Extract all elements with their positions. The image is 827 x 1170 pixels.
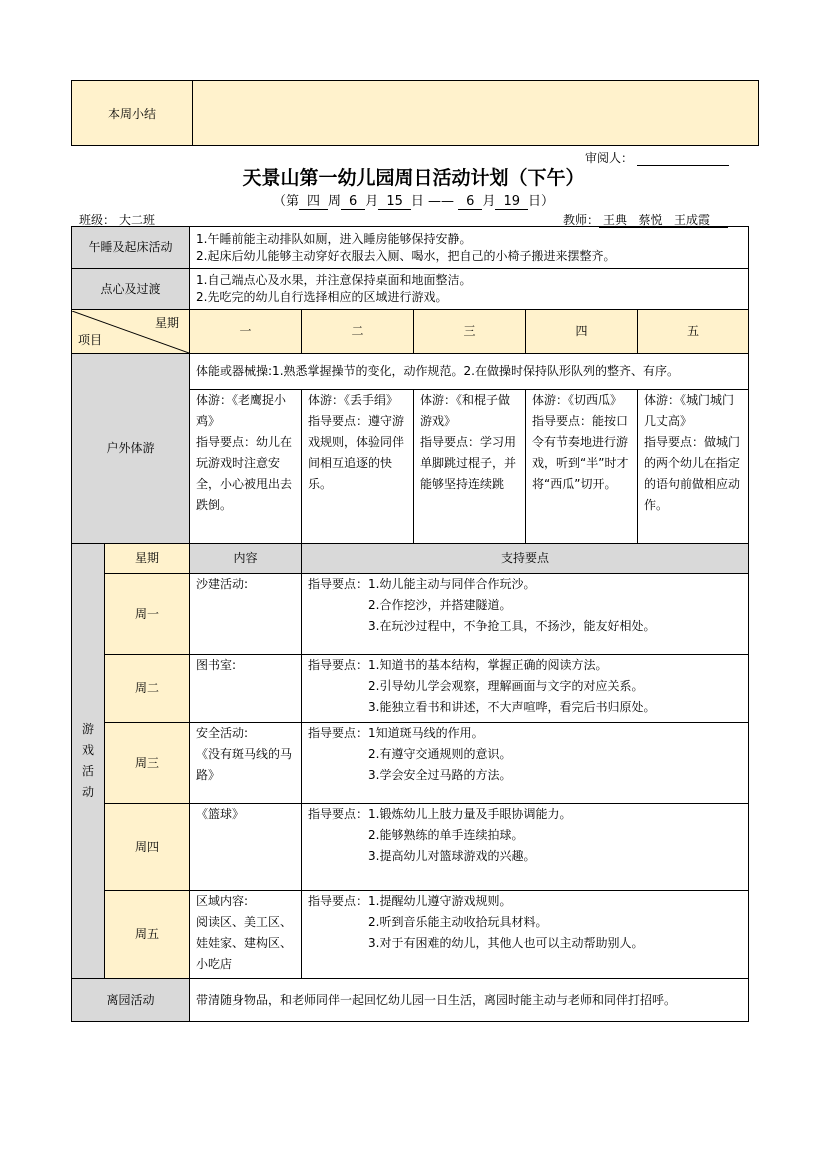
- nap-row: [72, 227, 749, 269]
- games-points: [302, 804, 749, 891]
- guide-point: 3.对于有困难的幼儿，其他人也可以主动帮助别人。: [368, 936, 644, 950]
- games-day: 周五: [105, 891, 190, 979]
- date-close: ）: [541, 194, 555, 209]
- games-label-char: 活: [81, 764, 94, 778]
- day-label: 日: [410, 194, 424, 209]
- games-header-row: [72, 544, 749, 574]
- games-label-char: 游: [81, 722, 94, 736]
- weekly-summary-box: [71, 80, 759, 146]
- outdoor-game: 体游：《丢手绢》 指导要点：遵守游戏规则，体验同伴间相互追逐的快乐。: [302, 390, 414, 544]
- games-day: 周四: [105, 804, 190, 891]
- guide-point: 2.有遵守交通规则的意识。: [368, 747, 512, 761]
- corner-week-label: 星期: [155, 315, 180, 330]
- leave-label: 离园活动: [72, 979, 190, 1022]
- games-content: 安全活动: 《没有斑马线的马路》: [190, 723, 302, 804]
- date-open: （第: [272, 194, 299, 209]
- week-number: 四: [299, 194, 328, 210]
- day-header: 二: [302, 310, 414, 354]
- end-day: 19: [495, 194, 528, 210]
- date-separator: ——: [428, 194, 455, 209]
- games-day: 周三: [105, 723, 190, 804]
- leave-row: [72, 979, 749, 1022]
- guide-point: 3.提高幼儿对篮球游戏的兴趣。: [368, 849, 536, 863]
- day-header: 五: [638, 310, 749, 354]
- nap-label: 午睡及起床活动: [72, 227, 190, 269]
- month-label-2: 月: [482, 194, 496, 209]
- snack-content: [190, 269, 749, 310]
- teacher-name: 王典: [603, 213, 628, 227]
- day-header: 四: [526, 310, 638, 354]
- games-day-header: 星期: [105, 544, 190, 574]
- month-label: 月: [365, 194, 379, 209]
- activity-plan-table: [71, 226, 749, 1022]
- guide-point: 1.提醒幼儿遵守游戏规则。: [368, 894, 512, 908]
- guide-point: 1.锻炼幼儿上肢力量及手眼协调能力。: [368, 807, 572, 821]
- outdoor-game: 体游：《切西瓜》 指导要点：能按口令有节奏地进行游戏，听到“半”时才将“西瓜”切开。: [526, 390, 638, 544]
- nap-content: [190, 227, 749, 269]
- teacher-label: 教师：: [563, 213, 600, 227]
- week-header-row: [72, 310, 749, 354]
- guide-point: 1.幼儿能主动与同伴合作玩沙。: [368, 577, 536, 591]
- games-section-label: [72, 544, 105, 979]
- games-row: [72, 655, 749, 723]
- guide-label: 指导要点：: [308, 658, 369, 672]
- games-content-header: 内容: [190, 544, 302, 574]
- teacher-name: 王成霞: [673, 213, 710, 227]
- start-month: 6: [341, 194, 365, 210]
- day-label-2: 日: [528, 194, 542, 209]
- weekly-summary-label: 本周小结: [72, 81, 193, 145]
- day-header: 三: [414, 310, 526, 354]
- guide-label: 指导要点：: [308, 894, 369, 908]
- page-title: 天景山第一幼儿园周日活动计划（下午）: [242, 167, 585, 189]
- guide-point: 3.能独立看书和讲述，不大声喧哗，看完后书归原处。: [368, 700, 656, 714]
- guide-label: 指导要点：: [308, 807, 369, 821]
- class-value: 大二班: [115, 213, 179, 228]
- games-content: 《篮球》: [190, 804, 302, 891]
- outdoor-exercise: 体能或器械操:1.熟悉掌握操节的变化，动作规范。2.在做操时保持队形队列的整齐、有序。: [190, 354, 749, 390]
- guide-point: 1.知道书的基本结构，掌握正确的阅读方法。: [368, 658, 608, 672]
- games-points: [302, 723, 749, 804]
- games-points-header: 支持要点: [302, 544, 749, 574]
- outdoor-game: 体游：《和棍子做游戏》 指导要点：学习用单脚跳过棍子，并能够坚持连续跳: [414, 390, 526, 544]
- games-points: [302, 574, 749, 655]
- reviewer-label: 审阅人：: [585, 151, 634, 165]
- start-day: 15: [378, 194, 411, 210]
- snack-line: 2.先吃完的幼儿自行选择相应的区域进行游戏。: [196, 290, 448, 304]
- day-header: 一: [190, 310, 302, 354]
- games-label-char: 戏: [81, 743, 94, 757]
- weekly-summary-field[interactable]: [193, 81, 758, 145]
- guide-label: 指导要点：: [308, 577, 369, 591]
- guide-label: 指导要点：: [308, 726, 369, 740]
- end-month: 6: [458, 194, 482, 210]
- outdoor-game: 体游：《城门城门几丈高》 指导要点：做城门的两个幼儿在指定的语句前做相应动作。: [638, 390, 749, 544]
- nap-line: 2.起床后幼儿能够主动穿好衣服去入厕、喝水，把自己的小椅子搬进来摆整齐。: [196, 248, 616, 263]
- guide-point: 2.听到音乐能主动收拾玩具材料。: [368, 915, 548, 929]
- games-label-char: 动: [81, 785, 94, 799]
- outdoor-game: 体游：《老鹰捉小鸡》 指导要点：幼儿在玩游戏时注意安全，小心被甩出去跌倒。: [190, 390, 302, 544]
- games-day: 周二: [105, 655, 190, 723]
- snack-label: 点心及过渡: [72, 269, 190, 310]
- games-content: 沙建活动:: [190, 574, 302, 655]
- games-row: [72, 804, 749, 891]
- guide-point: 3.学会安全过马路的方法。: [368, 768, 512, 782]
- teacher-name: 蔡悦: [638, 213, 663, 227]
- snack-line: 1.自己端点心及水果，并注意保持桌面和地面整洁。: [196, 273, 472, 287]
- games-row: [72, 723, 749, 804]
- class-label: 班级：: [79, 213, 116, 227]
- guide-point: 2.能够熟练的单手连续拍球。: [368, 828, 524, 842]
- guide-point: 2.合作挖沙，并搭建隧道。: [368, 598, 512, 612]
- games-content: 区域内容: 阅读区、美工区、娃娃家、建构区、小吃店: [190, 891, 302, 979]
- guide-point: 3.在玩沙过程中，不争抢工具，不扬沙，能友好相处。: [368, 619, 656, 633]
- corner-item-label: 项目: [78, 332, 103, 347]
- games-points: [302, 891, 749, 979]
- games-points: [302, 655, 749, 723]
- leave-content: 带清随身物品，和老师同伴一起回忆幼儿园一日生活，离园时能主动与老师和同伴打招呼。: [190, 979, 749, 1022]
- week-suffix: 周: [328, 194, 342, 209]
- games-row: [72, 574, 749, 655]
- guide-point: 1知道斑马线的作用。: [368, 726, 484, 740]
- games-content: 图书室:: [190, 655, 302, 723]
- games-row: [72, 891, 749, 979]
- date-range: [0, 190, 827, 209]
- nap-line: 1.午睡前能主动排队如厕，进入睡房能够保持安静。: [196, 231, 472, 246]
- guide-point: 2.引导幼儿学会观察，理解画面与文字的对应关系。: [368, 679, 644, 693]
- outdoor-label: 户外体游: [72, 354, 190, 544]
- outdoor-exercise-row: [72, 354, 749, 390]
- corner-cell: [72, 310, 190, 354]
- games-day: 周一: [105, 574, 190, 655]
- snack-row: [72, 269, 749, 310]
